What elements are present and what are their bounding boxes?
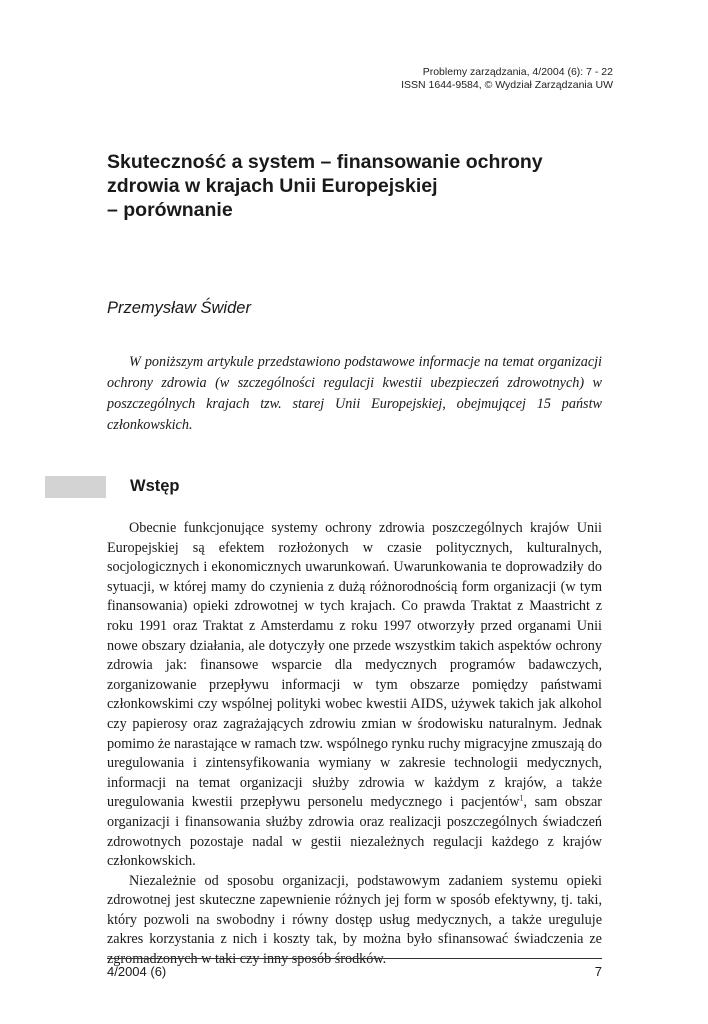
journal-issn: ISSN 1644-9584, © Wydział Zarządzania UW bbox=[401, 79, 613, 91]
paragraph-text: Obecnie funkcjonujące systemy ochrony zdrowia poszczególnych krajów Unii Europejskiej są efektem rozłożonych w czasie politycznych, kulturalnych, socjologicznych i ekonomicznych uwarunkowań. Uwarunkowania te doprowadziły do sytuacji, w której mamy do czynienia z dużą różnorodnością form organizacji (w tym finansowania) opieki zdrowotnej w tych krajach. Co prawda Traktat z Maastricht z roku 1991 oraz Traktat z Amsterdamu z roku 1997 otworzyły przed organami Unii nowe obszary działania, ale dotyczyły one przede wszystkim takich aspektów ochrony zdrowia jak: finansowe wsparcie dla medycznych programów badawczych, zorganizowanie przepływu informacji w tym obszarze pomiędzy państwami członkowskimi czy wspólnej polityki wobec kwestii AIDS, używek takich jak alkohol czy papierosy oraz zagrażających zdrowiu zmian w środowisku naturalnym. Jednak pomimo że narastające w ramach tzw. wspólnego rynku ruchy migracyjne zmuszają do uregulowania i zintensyfikowania wymiany w zakresie technologii medycznych, informacji na temat organizacji służby zdrowia w każdym z krajów, a także uregulowania kwestii przepływu personelu medycznego i pacjentów bbox=[107, 520, 602, 811]
paragraph-text: , sam obszar organizacji i finansowania służby zdrowia oraz realizacji poszczególnych świadczeń zdrowotnych pozostaje nadal w gestii niezależnych regulacji każdego z krajów członkowskich. bbox=[107, 794, 602, 870]
body-text bbox=[107, 519, 602, 970]
page-number: 7 bbox=[594, 964, 602, 979]
body-paragraph bbox=[107, 519, 602, 872]
footer-issue: 4/2004 (6) bbox=[107, 964, 167, 979]
body-paragraph: Niezależnie od sposobu organizacji, podstawowym zadaniem systemu opieki zdrowotnej jest skuteczne zapewnienie różnych jej form w sposób efektywny, tj. taki, który pozwoli na swobodny i równy dostęp usług medycznych, a także ureguluje zakres korzystania z nich i koszty tak, by można było sfinansować świadczenia ze zgromadzonych w taki czy inny sposób środków. bbox=[107, 872, 602, 968]
title-line: zdrowia w krajach Unii Europejskiej bbox=[107, 175, 438, 197]
journal-citation: Problemy zarządzania, 4/2004 (6): 7 - 22 bbox=[422, 66, 613, 78]
title-line: Skuteczność a system – finansowanie ochrony bbox=[107, 151, 543, 173]
article-abstract: W poniższym artykule przedstawiono podstawowe informacje na temat organizacji ochrony zdrowia (w szczególności regulacji kwestii ubezpieczeń zdrowotnych) w poszczególnych krajach tzw. starej Unii Europejskiej, obejmującej 15 państw członkowskich. bbox=[107, 354, 602, 433]
footer-divider bbox=[107, 958, 602, 959]
section-marker-bar bbox=[45, 476, 106, 498]
section-heading: Wstęp bbox=[130, 477, 180, 495]
journal-header bbox=[401, 66, 613, 92]
article-title bbox=[107, 150, 627, 222]
footnote-reference[interactable]: 1 bbox=[519, 793, 524, 803]
article-author: Przemysław Świder bbox=[107, 299, 251, 317]
title-line: – porównanie bbox=[107, 199, 233, 221]
